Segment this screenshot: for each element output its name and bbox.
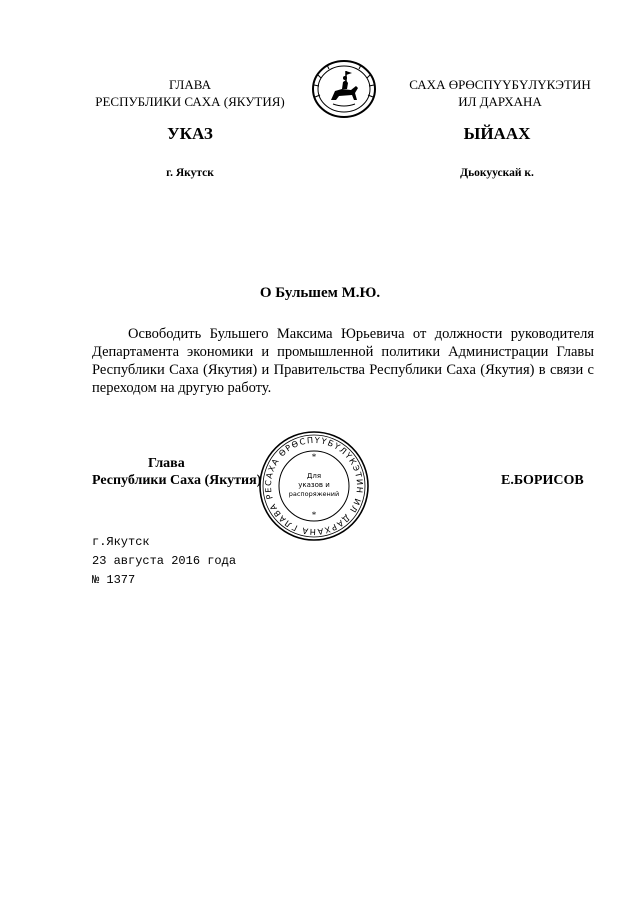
official-stamp: [258, 430, 370, 542]
signatory-name: Е.БОРИСОВ: [501, 473, 584, 488]
footer-date: 23 августа 2016 года: [92, 554, 237, 568]
issuer-sakha-line1: САХА ӨРӨСПҮҮБҮЛҮКЭТИН: [409, 77, 591, 92]
stamp-ring-text: САХА ӨРӨСПҮҮБҮЛҮКЭТИН ИЛ ДАРХАНА ГЛАВА РЕ: [262, 434, 366, 538]
stamp-center-line1: Для: [306, 472, 322, 480]
issuer-ru-line2: РЕСПУБЛИКИ САХА (ЯКУТИЯ): [95, 94, 285, 109]
body-paragraph: Освободить Бульшего Максима Юрьевича от должности руководителя Департамента экономики и промышленной политики Администрации Главы Республики Саха (Якутия) и Правительства Республики Саха (Якутия) в связи с переходом на другую работу.: [92, 326, 594, 396]
stamp-star-icon: *: [311, 452, 317, 462]
document-title: О Бульшем М.Ю.: [259, 285, 381, 301]
doc-type-ru: УКАЗ: [167, 124, 213, 143]
signature-title-line2: Республики Саха (Якутия): [92, 473, 262, 488]
place-sakha: Дьокуускай к.: [460, 167, 534, 179]
place-ru: г. Якутск: [166, 167, 214, 179]
stamp-center-line2: указов и: [298, 481, 330, 489]
issuer-ru: [60, 76, 320, 110]
coat-of-arms-emblem: [309, 58, 379, 120]
signature-title-line1: Глава: [148, 456, 185, 471]
footer-city: г.Якутск: [92, 535, 150, 549]
issuer-ru-line1: ГЛАВА: [169, 77, 211, 92]
footer-number: № 1377: [92, 573, 136, 587]
stamp-star-icon: *: [311, 510, 317, 520]
document-body: [92, 325, 594, 397]
issuer-sakha-line2: ИЛ ДАРХАНА: [458, 94, 542, 109]
footer-block: [92, 533, 236, 590]
doc-type-sakha: ЫЙААХ: [463, 124, 531, 143]
stamp-center-line3: распоряжений: [288, 490, 340, 498]
issuer-sakha: [380, 76, 620, 110]
